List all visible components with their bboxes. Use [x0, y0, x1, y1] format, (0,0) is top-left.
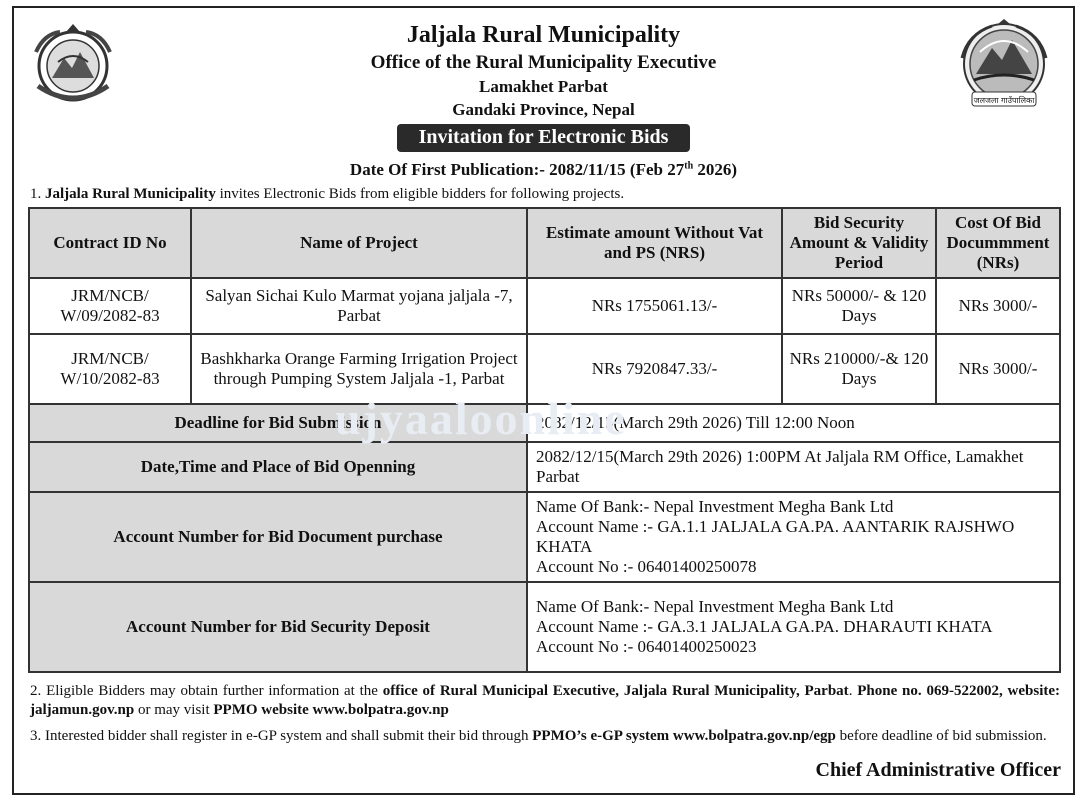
purchase-bank: Name Of Bank:- Nepal Investment Megha Bank Ltd	[536, 497, 894, 516]
note-2-number: 2.	[30, 683, 42, 699]
header-doc-cost: Cost Of Bid Docummment (NRs)	[936, 208, 1060, 278]
intro-bold: Jaljala Rural Municipality	[45, 186, 216, 202]
contract-id-part1: JRM/NCB/	[71, 349, 149, 368]
note-3-end: before deadline of bid submission.	[835, 728, 1047, 744]
table-row	[29, 278, 1060, 334]
signature: Chief Administrative Officer	[815, 759, 1061, 781]
deposit-account-name: Account Name :- GA.3.1 JALJALA GA.PA. DHARAUTI KHATA	[536, 617, 993, 636]
project-name-cell: Salyan Sichai Kulo Marmat yojana jaljala -7, Parbat	[191, 278, 527, 334]
note-2-office: office of Rural Municipal Executive, Jaljala Rural Municipality, Parbat	[382, 683, 849, 699]
note-3-egp: PPMO’s e-GP system www.bolpatra.gov.np/egp	[532, 728, 836, 744]
note-3	[30, 727, 1060, 746]
cost-cell: NRs 3000/-	[936, 334, 1060, 404]
security-cell: NRs 210000/-& 120 Days	[782, 334, 936, 404]
org-title: Jaljala Rural Municipality	[406, 22, 681, 48]
note-3-text: Interested bidder shall register in e-GP system and shall submit their bid through	[45, 728, 533, 744]
note-2-phone: Phone no. 069-522002	[857, 683, 999, 699]
note-2-text: Eligible Bidders may obtain further information at the	[46, 683, 383, 699]
location-line: Lamakhet Parbat	[479, 77, 608, 96]
cost-cell: NRs 3000/-	[936, 278, 1060, 334]
deadline-label: Deadline for Bid Submission	[29, 404, 527, 442]
bid-table	[28, 207, 1061, 673]
intro-paragraph	[30, 186, 624, 203]
estimate-cell: NRs 7920847.33/-	[527, 334, 782, 404]
contract-id-part2: W/10/2082-83	[60, 369, 160, 388]
opening-value: 2082/12/15(March 29th 2026) 1:00PM At Jaljala RM Office, Lamakhet Parbat	[527, 442, 1060, 492]
deposit-account-no: Account No :- 06401400250023	[536, 637, 757, 656]
deposit-label: Account Number for Bid Security Deposit	[29, 582, 527, 672]
deadline-value: 2082/12/15(March 29th 2026) Till 12:00 Noon	[527, 404, 1060, 442]
contract-id-cell	[29, 278, 191, 334]
security-cell: NRs 50000/- & 120 Days	[782, 278, 936, 334]
pub-date-end: 2026)	[693, 160, 738, 179]
watermark: ujyaaloonline	[335, 393, 627, 444]
purchase-account-details	[527, 492, 1060, 582]
header-bid-security: Bid Security Amount & Validity Period	[782, 208, 936, 278]
office-title: Office of the Rural Municipality Executive	[370, 52, 717, 73]
purchase-account-row	[29, 492, 1060, 582]
header-contract-id: Contract ID No	[29, 208, 191, 278]
publication-date	[0, 160, 1087, 180]
pub-date-text: Date Of First Publication:- 2082/11/15 (Feb 27	[349, 160, 685, 179]
note-3-number: 3.	[30, 728, 42, 744]
note-2-ppmo: PPMO website www.bolpatra.gov.np	[213, 702, 449, 718]
pub-date-sup: th	[684, 160, 694, 172]
estimate-cell: NRs 1755061.13/-	[527, 278, 782, 334]
contract-id-part1: JRM/NCB/	[71, 286, 149, 305]
header-project-name: Name of Project	[191, 208, 527, 278]
note-2-sep: .	[848, 683, 858, 699]
opening-label: Date,Time and Place of Bid Openning	[29, 442, 527, 492]
province-line: Gandaki Province, Nepal	[452, 100, 635, 119]
opening-row	[29, 442, 1060, 492]
note-2	[30, 682, 1060, 720]
deadline-row	[29, 404, 1060, 442]
intro-number: 1.	[30, 186, 42, 202]
deposit-bank: Name Of Bank:- Nepal Investment Megha Bank Ltd	[536, 597, 894, 616]
notice-banner: Invitation for Electronic Bids	[397, 124, 691, 152]
purchase-label: Account Number for Bid Document purchase	[29, 492, 527, 582]
table-header-row	[29, 208, 1060, 278]
purchase-account-name: Account Name :- GA.1.1 JALJALA GA.PA. AANTARIK RAJSHWO KHATA	[536, 517, 1015, 556]
note-2-website: website: jaljamun.gov.np	[30, 683, 1061, 718]
intro-text: invites Electronic Bids from eligible bidders for following projects.	[215, 186, 625, 202]
header-estimate: Estimate amount Without Vat and PS (NRS)	[527, 208, 782, 278]
note-2-or: or may visit	[134, 702, 214, 718]
note-2-comma: ,	[998, 683, 1008, 699]
project-name-cell: Bashkharka Orange Farming Irrigation Project through Pumping System Jaljala -1, Parbat	[191, 334, 527, 404]
deposit-account-details	[527, 582, 1060, 672]
logo-caption: जलजला गाउँपालिका	[973, 96, 1035, 105]
deposit-account-row	[29, 582, 1060, 672]
table-row	[29, 334, 1060, 404]
purchase-account-no: Account No :- 06401400250078	[536, 557, 757, 576]
contract-id-part2: W/09/2082-83	[60, 306, 160, 325]
contract-id-cell	[29, 334, 191, 404]
